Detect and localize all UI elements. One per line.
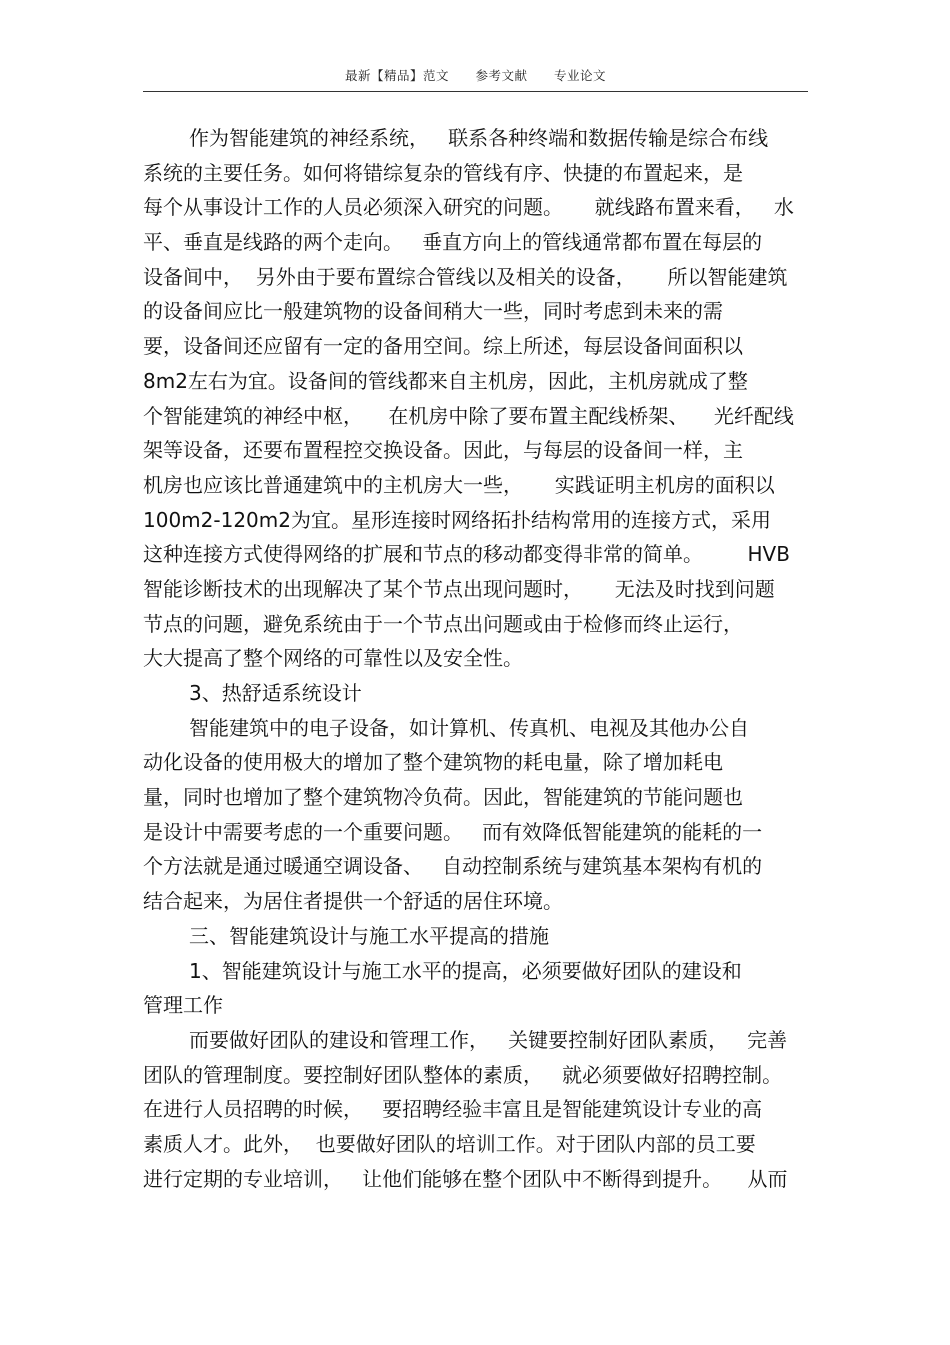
page-header: [143, 66, 808, 84]
text-line: 作为智能建筑的神经系统， 联系各种终端和数据传输是综合布线: [189, 126, 769, 150]
header-item-latest-essays: 最新【精品】范文: [344, 68, 449, 83]
text-line: 而要做好团队的建设和管理工作， 关键要控制好团队素质， 完善: [189, 1027, 788, 1052]
text-line: 这种连接方式使得网络的扩展和节点的移动都变得非常的简单。 HVB: [143, 542, 790, 567]
text-line: 大大提高了整个网络的可靠性以及安全性。: [143, 646, 523, 671]
text-line: 智能诊断技术的出现解决了某个节点出现问题时， 无法及时找到问题: [143, 576, 775, 601]
text-line: 管理工作: [143, 993, 223, 1018]
text-line: 的设备间应比一般建筑物的设备间稍大一些，同时考虑到未来的需: [143, 299, 723, 324]
text-line: 结合起来，为居住者提供一个舒适的居住环境。: [143, 889, 563, 914]
text-line: 三、智能建筑设计与施工水平提高的措施: [189, 923, 549, 948]
text-line: 3、热舒适系统设计: [189, 681, 362, 705]
text-line: 1、智能建筑设计与施工水平的提高，必须要做好团队的建设和: [189, 958, 742, 983]
text-line: 素质人才。此外， 也要做好团队的培训工作。对于团队内部的员工要: [143, 1131, 756, 1156]
text-line: 智能建筑中的电子设备，如计算机、传真机、电视及其他办公自: [189, 715, 749, 740]
document-body: [143, 121, 843, 1196]
text-line: 要，设备间还应留有一定的备用空间。综上所述，每层设备间面积以: [143, 334, 743, 359]
text-line: 团队的管理制度。要控制好团队整体的素质， 就必须要做好招聘控制。: [143, 1062, 783, 1087]
text-line: 在进行人员招聘的时候， 要招聘经验丰富且是智能建筑设计专业的高: [143, 1097, 763, 1122]
header-item-references: 参考文献: [475, 68, 528, 83]
text-line: 进行定期的专业培训， 让他们能够在整个团队中不断得到提升。 从而: [143, 1166, 788, 1191]
text-line: 架等设备，还要布置程控交换设备。因此，与每层的设备间一样，主: [143, 438, 743, 463]
text-line: 平、垂直是线路的两个走向。 垂直方向上的管线通常都布置在每层的: [143, 230, 763, 255]
text-line: 动化设备的使用极大的增加了整个建筑物的耗电量，除了增加耗电: [143, 750, 723, 775]
text-line: 每个从事设计工作的人员必须深入研究的问题。 就线路布置来看， 水: [143, 195, 794, 220]
text-line: 设备间中， 另外由于要布置综合管线以及相关的设备， 所以智能建筑: [143, 264, 788, 289]
text-line: 系统的主要任务。如何将错综复杂的管线有序、快捷的布置起来，是: [143, 160, 743, 185]
text-line: 机房也应该比普通建筑中的主机房大一些， 实践证明主机房的面积以: [143, 472, 775, 497]
text-line: 100m2-120m2为宜。星形连接时网络拓扑结构常用的连接方式，采用: [143, 507, 771, 532]
text-line: 是设计中需要考虑的一个重要问题。 而有效降低智能建筑的能耗的一: [143, 819, 763, 844]
header-item-professional-papers: 专业论文: [553, 68, 606, 83]
text-line: 节点的问题，避免系统由于一个节点出问题或由于检修而终止运行，: [143, 611, 743, 636]
text-line: 个方法就是通过暖通空调设备、 自动控制系统与建筑基本架构有机的: [143, 854, 763, 879]
text-line: 8m2左右为宜。设备间的管线都来自主机房，因此，主机房就成了整: [143, 368, 748, 393]
text-line: 个智能建筑的神经中枢， 在机房中除了要布置主配线桥架、 光纤配线: [143, 403, 794, 428]
header-divider: [143, 91, 808, 92]
text-line: 量，同时也增加了整个建筑物冷负荷。因此，智能建筑的节能问题也: [143, 785, 743, 810]
